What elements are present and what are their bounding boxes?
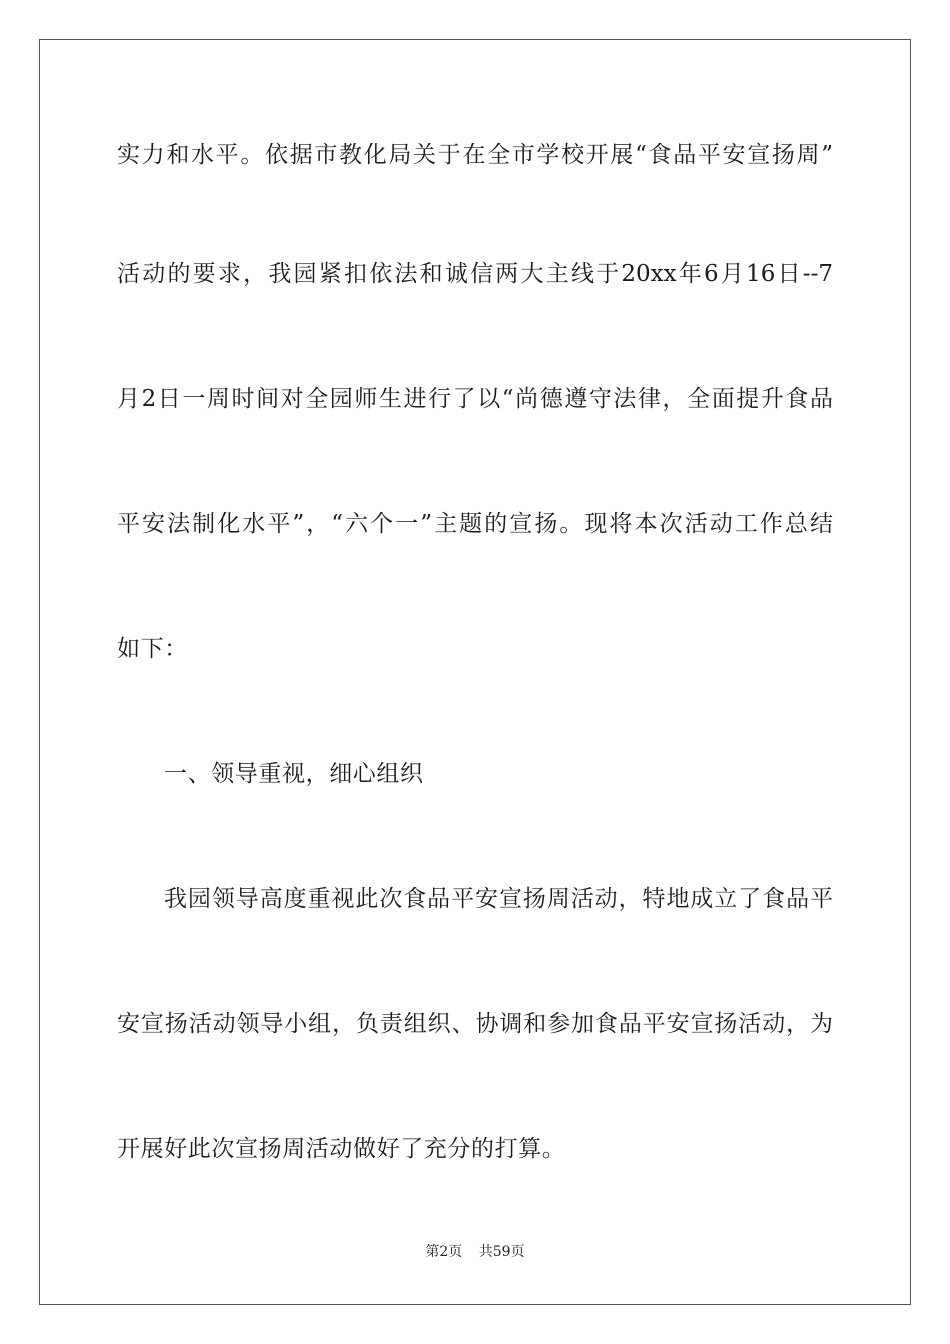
body-line-7: 安宣扬活动领导小组，负责组织、协调和参加食品平安宣扬活动，为 <box>117 1011 833 1037</box>
body-line-8: 开展好此次宣扬周活动做好了充分的打算。 <box>117 1136 566 1162</box>
page-footer <box>0 1243 950 1261</box>
body-line-1: 实力和水平。依据市教化局关于在全市学校开展“食品平安宣扬周” <box>117 142 833 168</box>
body-line-6: 我园领导高度重视此次食品平安宣扬周活动，特地成立了食品平 <box>164 886 833 912</box>
body-line-2: 活动的要求，我园紧扣依法和诚信两大主线于20xx年6月16日--7 <box>117 261 833 287</box>
page-border <box>39 39 911 1305</box>
body-line-4: 平安法制化水平”，“六个一”主题的宣扬。现将本次活动工作总结 <box>117 511 833 537</box>
section-heading: 一、领导重视，细心组织 <box>164 761 424 787</box>
body-line-5: 如下： <box>117 636 188 662</box>
page-number: 第2页 <box>425 1244 463 1260</box>
body-line-3: 月2日一周时间对全园师生进行了以“尚德遵守法律，全面提升食品 <box>117 386 833 412</box>
page-total: 共59页 <box>478 1244 525 1260</box>
